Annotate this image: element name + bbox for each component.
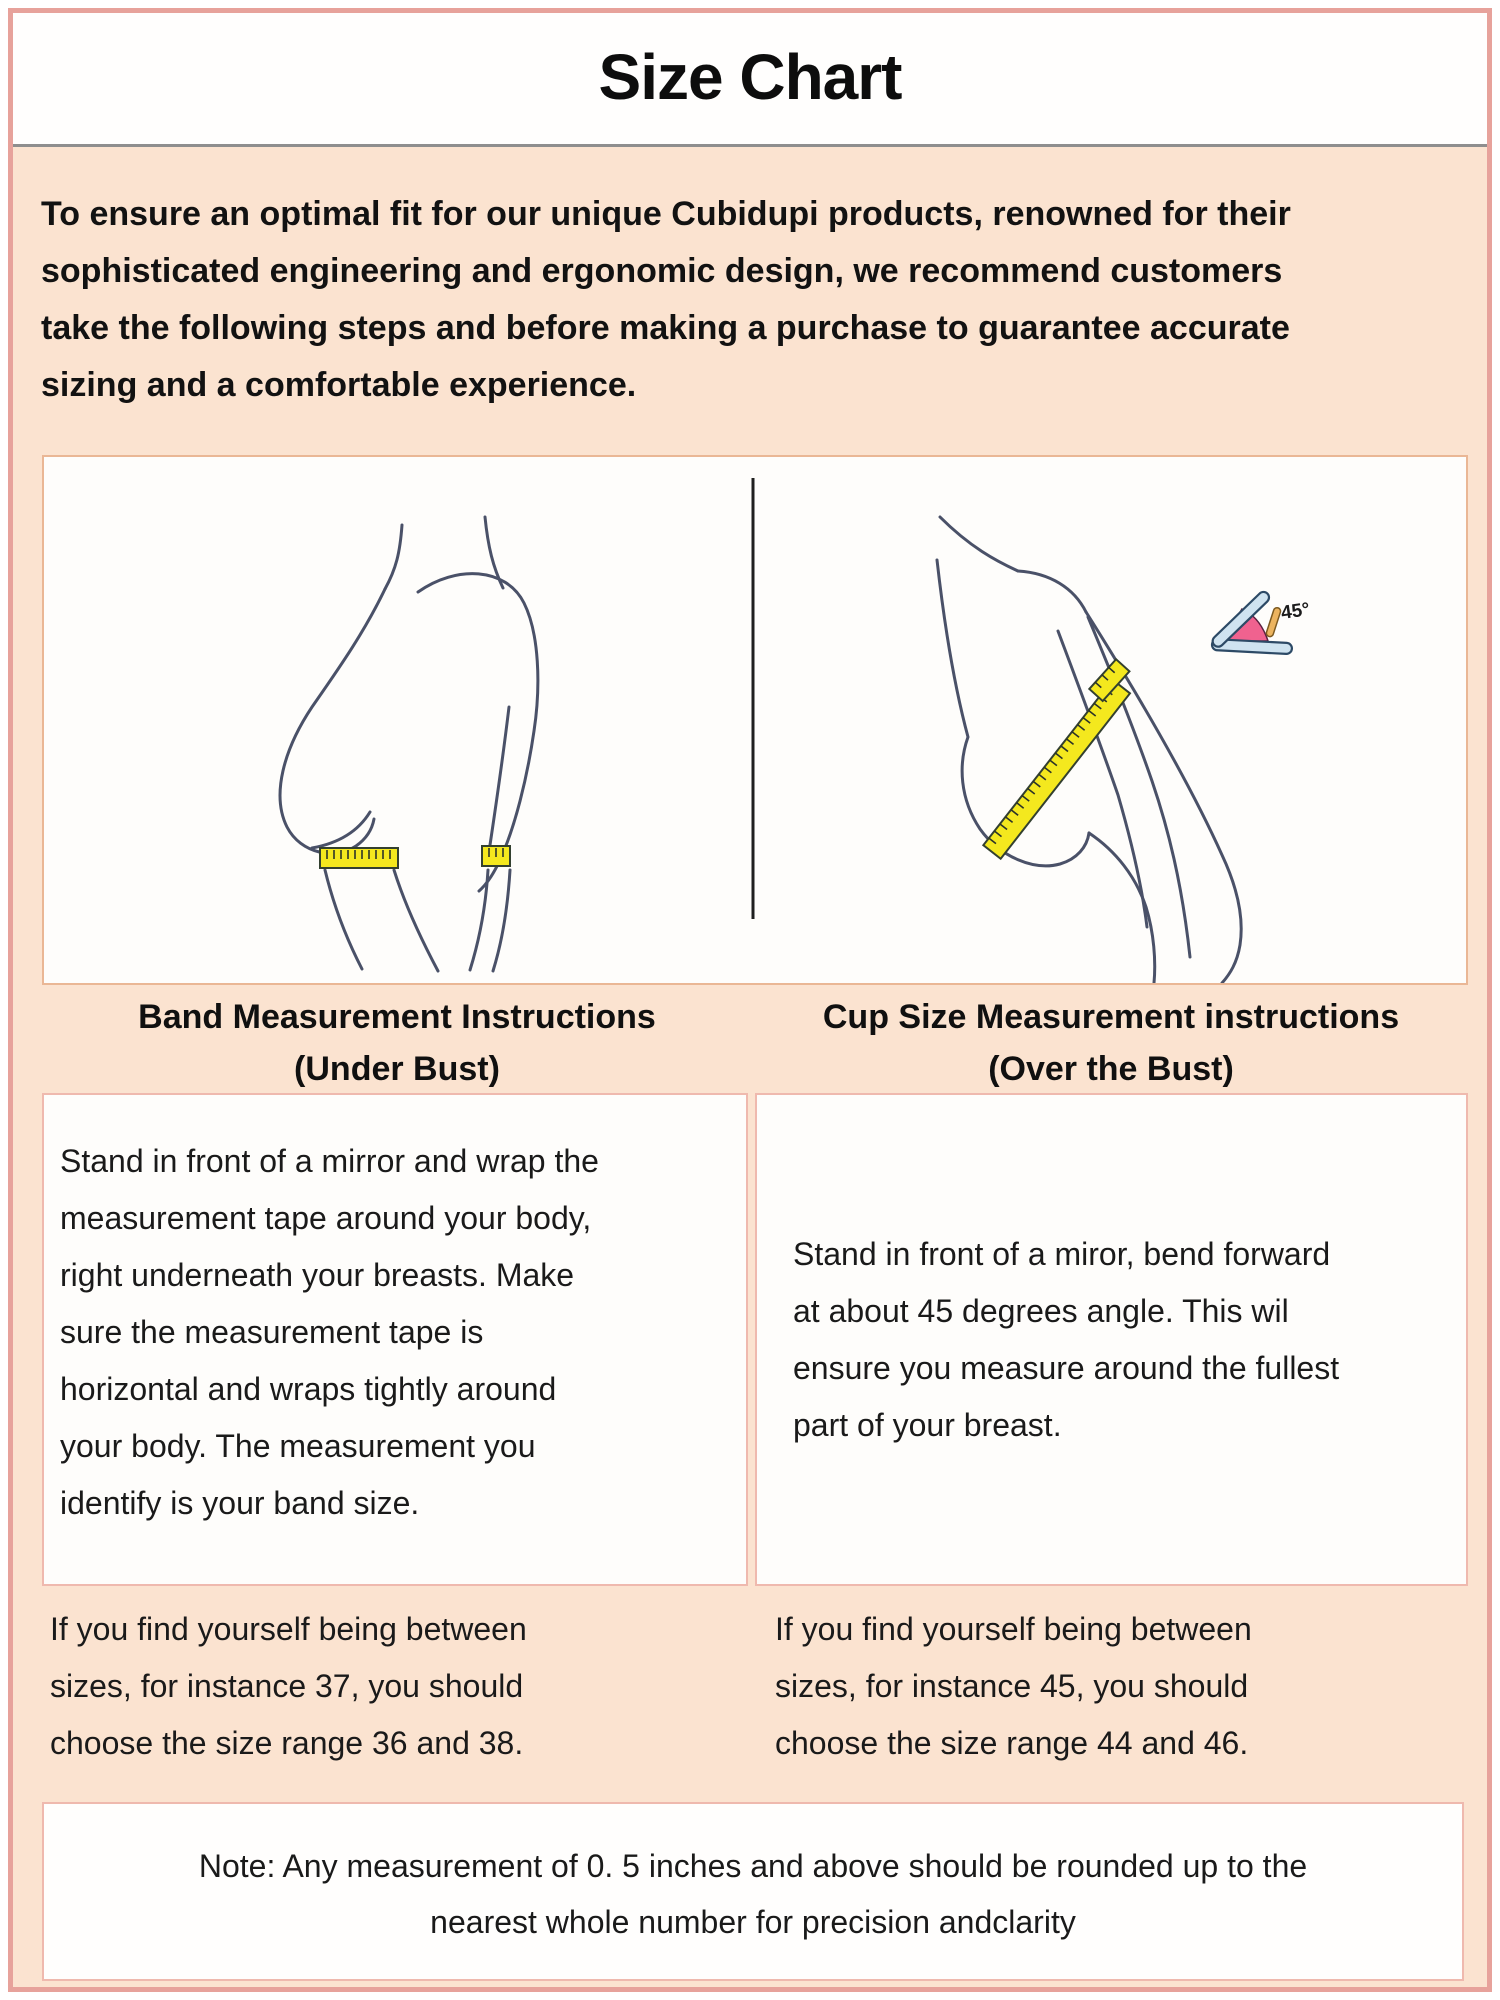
band-instruction-line: sure the measurement tape is: [60, 1314, 484, 1350]
band-between-sizes-note: [50, 1601, 740, 1772]
band-between-line: sizes, for instance 37, you should: [50, 1668, 524, 1704]
band-instruction-line: measurement tape around your body,: [60, 1200, 592, 1236]
header: [13, 13, 1487, 147]
intro-line: sizing and a comfortable experience.: [41, 366, 637, 404]
band-instruction-line: identify is your band size.: [60, 1485, 420, 1521]
outer-arm-line: [1088, 617, 1190, 957]
band-header-title: Band Measurement Instructions: [138, 998, 656, 1036]
shoulder-line: [1018, 571, 1086, 612]
arm-line: [493, 870, 510, 971]
rounding-note-line: nearest whole number for precision andclarity: [430, 1904, 1076, 1940]
band-between-line: choose the size range 36 and 38.: [50, 1725, 524, 1761]
rounding-note-box: [42, 1802, 1464, 1981]
band-instruction-line: your body. The measurement you: [60, 1428, 536, 1464]
intro-line: sophisticated engineering and ergonomic design, we recommend customers: [41, 252, 1283, 290]
intro-paragraph: [41, 186, 1469, 414]
cup-instruction-line: part of your breast.: [793, 1407, 1062, 1443]
neck-line: [940, 517, 1018, 571]
rounding-note-line: Note: Any measurement of 0. 5 inches and above should be rounded up to the: [198, 1848, 1308, 1884]
cup-between-line: sizes, for instance 45, you should: [775, 1668, 1249, 1704]
cup-between-sizes-note: [775, 1601, 1465, 1772]
band-instruction-line: Stand in front of a mirror and wrap the: [60, 1143, 599, 1179]
band-instruction-line: horizontal and wraps tightly around: [60, 1371, 557, 1407]
intro-line: take the following steps and before making a purchase to guarantee accurate: [41, 309, 1290, 347]
cup-instruction-line: at about 45 degrees angle. This wil: [793, 1293, 1289, 1329]
torso-line: [394, 870, 438, 971]
band-figure-illustration: [280, 517, 538, 971]
band-instructions-box: [42, 1093, 748, 1586]
underbust-measuring-tape: [320, 846, 510, 868]
belly-line: [325, 870, 362, 969]
cup-instructions-box: [755, 1093, 1468, 1586]
page-frame: [8, 8, 1492, 1992]
band-column-header: [42, 991, 752, 1095]
cup-instruction-line: ensure you measure around the fullest: [793, 1350, 1340, 1386]
band-between-line: If you find yourself being between: [50, 1611, 527, 1647]
inner-arm-line: [490, 707, 509, 845]
band-instruction-line: right underneath your breasts. Make: [60, 1257, 575, 1293]
band-header-subtitle: (Under Bust): [294, 1050, 500, 1088]
cup-column-header: [754, 991, 1468, 1095]
intro-line: To ensure an optimal fit for our unique Cubidupi products, renowned for their: [41, 195, 1291, 233]
measurement-diagram: [44, 457, 1466, 983]
cup-header-title: Cup Size Measurement instructions: [822, 998, 1400, 1036]
angle-value-label: 45°: [1279, 599, 1312, 624]
cup-header-subtitle: (Over the Bust): [988, 1050, 1234, 1088]
neck-line: [385, 525, 402, 589]
protractor-45-icon: [1210, 590, 1311, 655]
cup-between-line: If you find yourself being between: [775, 1611, 1252, 1647]
cup-figure-illustration: [937, 517, 1241, 983]
cup-instruction-line: Stand in front of a miror, bend forward: [793, 1236, 1331, 1272]
shoulder-arm-line: [418, 574, 538, 891]
angle-marker: [1266, 607, 1282, 638]
size-diagram-panel: [42, 455, 1468, 985]
page-title: Size Chart: [598, 41, 902, 113]
cup-between-line: choose the size range 44 and 46.: [775, 1725, 1249, 1761]
